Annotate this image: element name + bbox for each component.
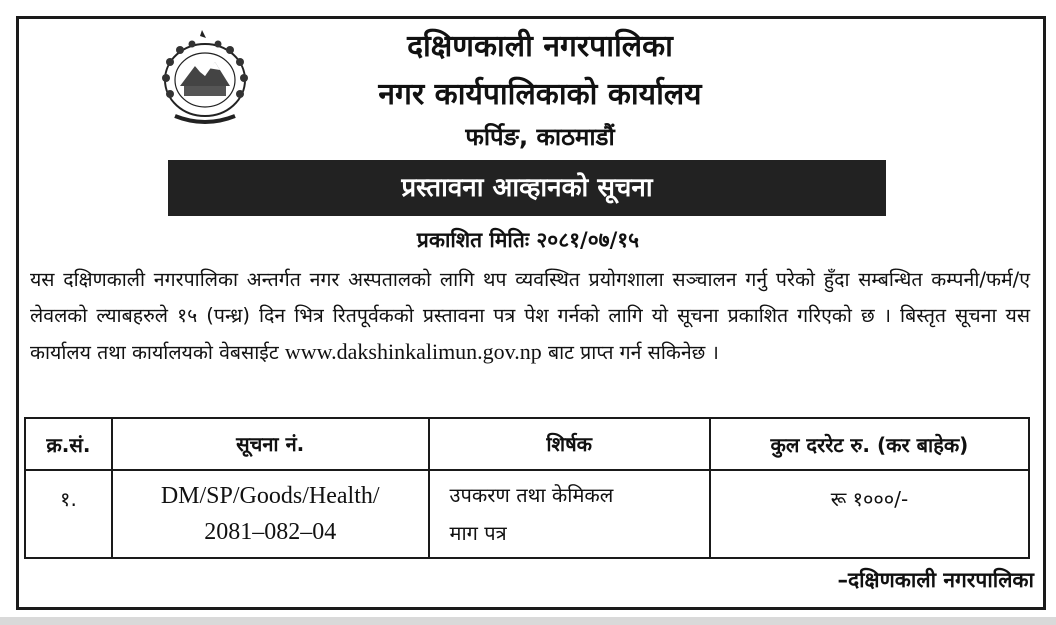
header-title: शिर्षक xyxy=(429,418,710,470)
table-header-row xyxy=(25,418,1029,470)
body-text-before-url: यस दक्षिणकाली नगरपालिका अन्तर्गत नगर अस्पतालको लागि थप व्यवस्थित प्रयोगशाला सञ्चालन गर्नु परेको हुँदा सम्बन्धित कम्पनी/फर्म/ए लेवलको ल्याबहरुले १५ (पन्ध्र) दिन भित्र रितपूर्वकको प्रस्तावना पत्र पेश गर्नको लागि यो सूचना प्रकाशित गरिएको छ । बिस्तृत सूचना यस कार्यालय तथा कार्यालयको वेबसाईट xyxy=(30,268,1030,364)
bottom-divider xyxy=(0,617,1056,625)
notice-title-banner: प्रस्तावना आव्हानको सूचना xyxy=(168,160,886,216)
published-date: प्रकाशित मितिः २०८१/०७/१५ xyxy=(416,228,640,252)
title-line1: उपकरण तथा केमिकल xyxy=(449,483,614,507)
table-row xyxy=(25,470,1029,558)
row-serial-no: १. xyxy=(25,470,112,558)
title-line2: माग पत्र xyxy=(449,521,507,545)
signature: –दक्षिणकाली नगरपालिका xyxy=(837,568,1034,592)
header-rate: कुल दररेट रु. (कर बाहेक) xyxy=(710,418,1029,470)
website-url: www.dakshinkalimun.gov.np xyxy=(284,339,542,364)
notice-body xyxy=(30,262,1030,371)
office-name: नगर कार्यपालिकाको कार्यालय xyxy=(378,77,702,112)
row-notice-no xyxy=(112,470,429,558)
header-serial-no: क्र.सं. xyxy=(25,418,112,470)
government-emblem-icon xyxy=(150,28,260,128)
org-name: दक्षिणकाली नगरपालिका xyxy=(407,29,673,64)
notice-table xyxy=(24,417,1030,559)
body-text-after-url: बाट प्राप्त गर्न सकिनेछ । xyxy=(541,341,719,364)
notice-no-line2: 2081–082–04 xyxy=(204,519,337,545)
header-notice-no: सूचना नं. xyxy=(112,418,429,470)
row-title xyxy=(429,470,710,558)
notice-no-line1: DM/SP/Goods/Health/ xyxy=(160,483,380,509)
office-address: फर्पिङ, काठमाडौं xyxy=(465,123,615,151)
row-rate: रू १०००/- xyxy=(710,470,1029,558)
